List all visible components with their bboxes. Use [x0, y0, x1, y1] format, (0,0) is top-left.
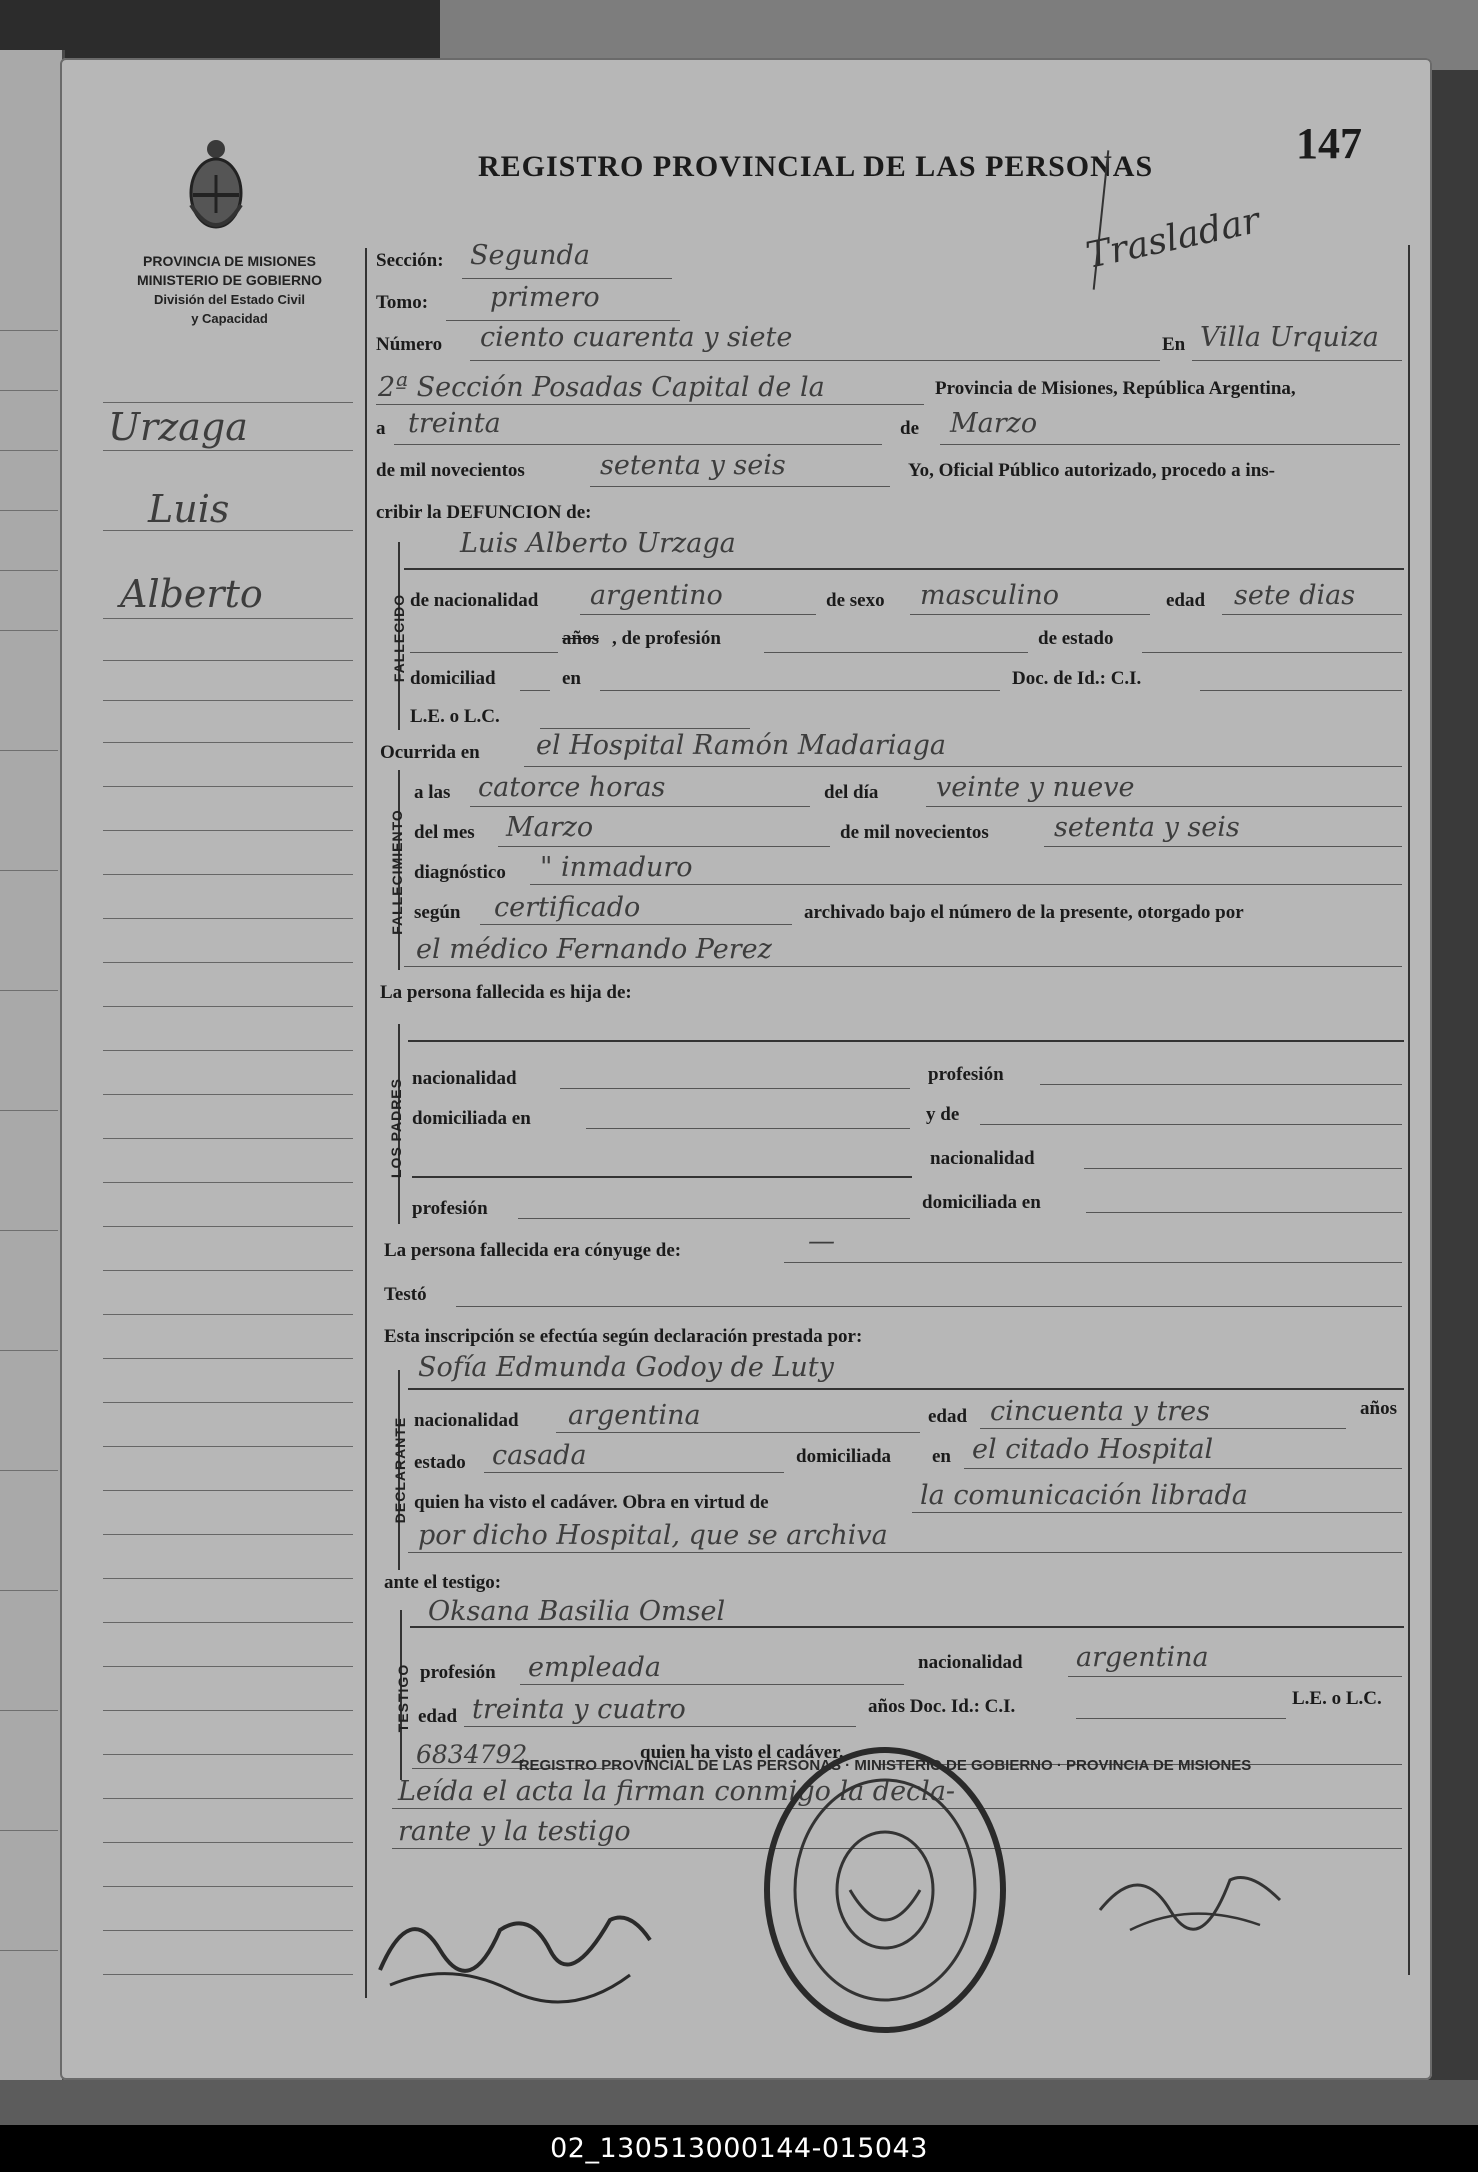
declarante-nacionalidad-label: nacionalidad — [414, 1410, 519, 1431]
padres-domiciliada2-label: domiciliada en — [922, 1192, 1041, 1213]
declarante-nacionalidad-value: argentina — [568, 1400, 701, 1431]
diagnostico-value: " inmaduro — [540, 852, 693, 883]
testigo-doc-value: 6834792 — [416, 1740, 528, 1769]
fallecido-doc-label: Doc. de Id.: C.I. — [1012, 668, 1142, 689]
fallecimiento-section-label: FALLECIMIENTO — [389, 809, 405, 935]
footer-caption-bar — [0, 2125, 1478, 2172]
en-value: Villa Urquiza — [1200, 322, 1379, 353]
testigo-anos-label: años Doc. Id.: C.I. — [868, 1696, 1016, 1717]
declarante-domicilio-value: el citado Hospital — [972, 1434, 1214, 1465]
fallecido-nacionalidad-value: argentino — [590, 580, 723, 611]
padres-intro: La persona fallecida es hija de: — [380, 982, 632, 1003]
closing-line1: Leída el acta la firman conmigo la decla- — [398, 1776, 956, 1807]
place-value: 2ª Sección Posadas Capital de la — [378, 372, 825, 403]
dia-label: del día — [824, 782, 879, 803]
fallecimiento-anio-label: de mil novecientos — [840, 822, 989, 843]
segun-label: según — [414, 902, 461, 923]
declarante-edad-value: cincuenta y tres — [990, 1396, 1210, 1427]
ocurrida-label: Ocurrida en — [380, 742, 480, 763]
dia-value: treinta — [408, 408, 501, 439]
declarante-domiciliada-label: domiciliada — [796, 1446, 892, 1467]
backdrop-shadow — [0, 0, 440, 60]
fallecido-edad-label: edad — [1166, 590, 1206, 611]
declarante-edad-label: edad — [928, 1406, 968, 1427]
padres-domiciliada-label: domiciliada en — [412, 1108, 531, 1129]
padres-profesion2-label: profesión — [412, 1198, 488, 1219]
coat-of-arms-icon — [185, 135, 247, 240]
cadaver-text: quien ha visto el cadáver. Obra en virtud de — [414, 1492, 769, 1513]
diagnostico-label: diagnóstico — [414, 862, 506, 883]
hora-label: a las — [414, 782, 451, 803]
page-title: REGISTRO PROVINCIAL DE LAS PERSONAS — [478, 150, 1154, 183]
mes-label: del mes — [414, 822, 475, 843]
testigo-edad-label: edad — [418, 1706, 458, 1727]
testigo-nombre: Oksana Basilia Omsel — [428, 1596, 726, 1627]
obra-value: la comunicación librada — [920, 1480, 1248, 1511]
testigo-nacionalidad-value: argentina — [1076, 1642, 1209, 1673]
declaracion-intro: Esta inscripción se efectúa según declaración prestada por: — [384, 1326, 863, 1347]
sidebar-surname: Urzaga — [108, 405, 248, 449]
fallecido-nacionalidad-label: de nacionalidad — [410, 590, 539, 611]
tomo-label: Tomo: — [376, 292, 429, 313]
padres-y-de-label: y de — [926, 1104, 960, 1125]
page-number: 147 — [1296, 119, 1362, 168]
testigo-visto-label: quien ha visto el cadáver. — [640, 1742, 844, 1763]
testigo-section-label: TESTIGO — [395, 1663, 411, 1733]
ocurrida-value: el Hospital Ramón Madariaga — [536, 730, 946, 761]
sidebar-name1: Luis — [148, 487, 230, 531]
padres-section-label: LOS PADRES — [388, 1078, 404, 1178]
fallecido-section-label: FALLECIDO — [391, 593, 407, 683]
seccion-value: Segunda — [470, 240, 590, 271]
fallecido-en-label: en — [562, 668, 581, 689]
numero-label: Número — [376, 334, 443, 355]
testigo-profesion-label: profesión — [420, 1662, 496, 1683]
padres-profesion-label: profesión — [928, 1064, 1004, 1085]
fallecido-anos-label: años — [562, 628, 599, 649]
padres-nacionalidad-label: nacionalidad — [412, 1068, 517, 1089]
declarante-anos-label: años — [1360, 1398, 1397, 1419]
conyuge-value: — — [808, 1226, 835, 1257]
hora-value: catorce horas — [478, 772, 666, 803]
testo-label: Testó — [384, 1284, 427, 1305]
agency-division: División del Estado Civil — [154, 292, 305, 307]
padres-nacionalidad2-label: nacionalidad — [930, 1148, 1035, 1169]
fallecido-domiciliado-label: domiciliad — [410, 668, 496, 689]
obra-value2: por dicho Hospital, que se archiva — [418, 1520, 888, 1551]
adjacent-page-edge — [0, 50, 65, 2080]
anio-label: de mil novecientos — [376, 460, 525, 481]
declarante-section-label: DECLARANTE — [392, 1416, 408, 1524]
ante-testigo-label: ante el testigo: — [384, 1572, 502, 1593]
anio-value: setenta y seis — [600, 450, 786, 481]
mes-value: Marzo — [506, 812, 594, 843]
page-bottom-shadow — [0, 2080, 1478, 2125]
declarante-estado-value: casada — [492, 1440, 587, 1471]
fallecido-edad-value: sete dias — [1234, 580, 1356, 611]
fallecido-sexo-value: masculino — [920, 580, 1059, 611]
numero-value: ciento cuarenta y siete — [480, 322, 793, 353]
medico-value: el médico Fernando Perez — [416, 934, 772, 965]
fallecido-nombre: Luis Alberto Urzaga — [460, 528, 736, 559]
agency-province: PROVINCIA DE MISIONES — [143, 253, 316, 269]
fallecimiento-anio-value: setenta y seis — [1054, 812, 1240, 843]
inscribir-text: cribir la DEFUNCION de: — [376, 502, 592, 523]
fallecido-estado-label: de estado — [1038, 628, 1114, 649]
conyuge-label: La persona fallecida era cónyuge de: — [384, 1240, 682, 1261]
witness-signature — [1090, 1840, 1290, 1950]
officer-signature — [370, 1890, 670, 2000]
declarante-nombre: Sofía Edmunda Godoy de Luty — [418, 1352, 834, 1383]
margin-divider — [365, 248, 367, 1998]
testigo-profesion-value: empleada — [528, 1652, 661, 1683]
annotation-trasladar: Trasladar — [1082, 200, 1264, 277]
seal-text: REGISTRO PROVINCIAL DE LAS PERSONAS · MINISTERIO DE GOBIERNO · PROVINCIA DE MISIONES — [518, 1757, 1252, 1774]
testigo-le-label: L.E. o L.C. — [1292, 1688, 1382, 1709]
dia-value: veinte y nueve — [936, 772, 1135, 803]
a-label: a — [376, 418, 386, 439]
fallecido-le-label: L.E. o L.C. — [410, 706, 500, 727]
footer-caption: 02_130513000144-015043 — [550, 2133, 928, 2164]
archivado-text: archivado bajo el número de la presente, otorgado por — [804, 902, 1244, 923]
oficial-text: Yo, Oficial Público autorizado, procedo a ins- — [908, 460, 1275, 481]
sidebar-name2: Alberto — [120, 572, 263, 616]
segun-value: certificado — [494, 892, 641, 923]
declarante-estado-label: estado — [414, 1452, 466, 1473]
de-label: de — [900, 418, 919, 439]
agency-block — [102, 252, 357, 328]
tomo-value: primero — [490, 282, 600, 313]
testigo-edad-value: treinta y cuatro — [472, 1694, 686, 1725]
closing-line2: rante y la testigo — [398, 1816, 631, 1847]
mes-value: Marzo — [950, 408, 1038, 439]
seccion-label: Sección: — [376, 250, 444, 271]
agency-ministry: MINISTERIO DE GOBIERNO — [136, 272, 323, 288]
right-frame — [1408, 245, 1410, 1975]
provincia-text: Provincia de Misiones, República Argentina, — [935, 378, 1296, 399]
declarante-en-label: en — [932, 1446, 951, 1467]
fallecido-profesion-label: , de profesión — [612, 628, 721, 649]
testigo-nacionalidad-label: nacionalidad — [918, 1652, 1023, 1673]
en-label: En — [1162, 334, 1186, 355]
agency-capacity: y Capacidad — [191, 311, 268, 326]
fallecido-sexo-label: de sexo — [826, 590, 885, 611]
